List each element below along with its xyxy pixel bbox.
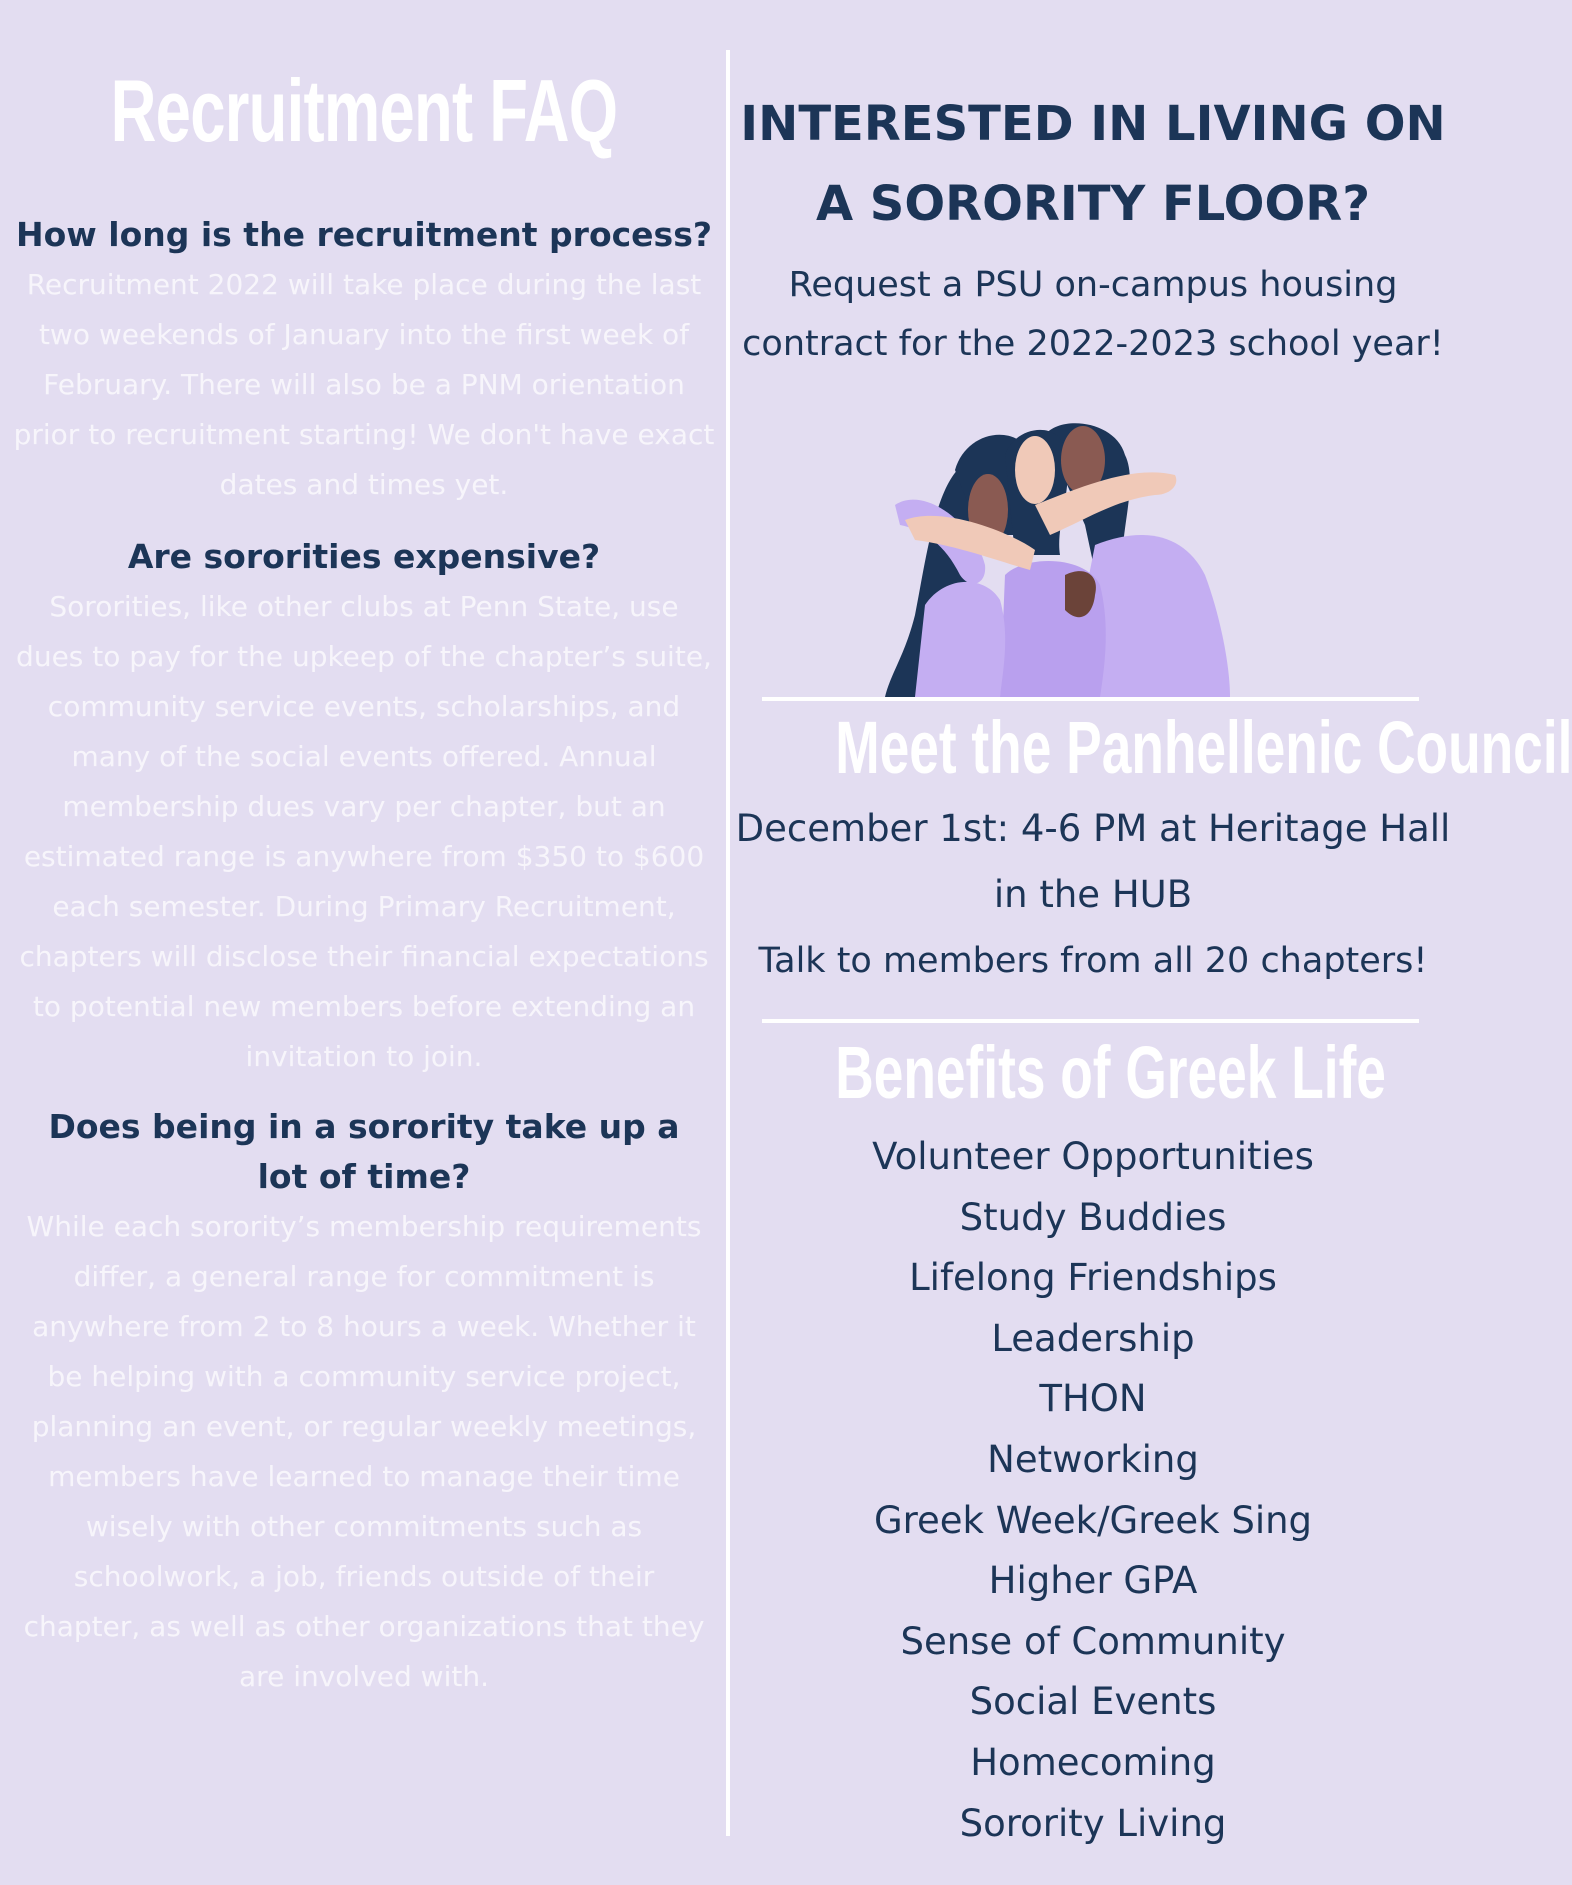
benefit-item: Lifelong Friendships [909, 1256, 1277, 1300]
faq-answer: Sororities, like other clubs at Penn State, use dues to pay for the upkeep of the chapter’s suite, community service events, scholarships, and many of the social events offered. Annual membership dues vary per chapter, but an estimated range is anywhere from $350 to $600 each semester. During Primary Recruitment, chapters will disclose their financial expectations to potential new members before extending an invitation to join. [16, 590, 712, 1073]
faq-answer: Recruitment 2022 will take place during the last two weekends of January into the first week of February. There will also be a PNM orientation prior to recruitment starting! We don't have exact dates and times yet. [13, 268, 715, 501]
faq-question: How long is the recruitment process? [16, 215, 712, 254]
horizontal-divider-2 [762, 1019, 1419, 1023]
benefit-item: Study Buddies [959, 1195, 1227, 1239]
faq-title: Recruitment FAQ [110, 61, 618, 160]
event-note: Talk to members from all 20 chapters! [758, 941, 1428, 981]
benefits-section [735, 1025, 1451, 1854]
faq-column [12, 56, 716, 1722]
faq-item [12, 210, 716, 510]
housing-title-line2: A SORORITY FLOOR? [815, 176, 1371, 232]
event-section [735, 700, 1572, 992]
event-title: Meet the Panhellenic Council [835, 706, 1572, 789]
benefit-item: Networking [987, 1437, 1199, 1481]
event-details: December 1st: 4-6 PM at Heritage Hall in the HUB [735, 807, 1451, 916]
faq-item [12, 1102, 716, 1702]
benefits-list [735, 1127, 1451, 1854]
faq-question: Are sororities expensive? [127, 537, 601, 576]
benefit-item: Higher GPA [988, 1559, 1198, 1603]
faq-item [12, 532, 716, 1082]
benefit-item: Greek Week/Greek Sing [873, 1498, 1313, 1542]
housing-title-line1: INTERESTED IN LIVING ON [740, 96, 1446, 152]
benefit-item: Leadership [991, 1316, 1195, 1360]
middle-woman-face [1015, 436, 1055, 504]
benefit-item: Sorority Living [959, 1801, 1227, 1845]
benefit-item: THON [1039, 1377, 1147, 1421]
benefit-item: Social Events [969, 1680, 1217, 1724]
vertical-divider [726, 50, 730, 1836]
housing-text: Request a PSU on-campus housing contract for the 2022-2023 school year! [742, 265, 1444, 364]
faq-question: Does being in a sorority take up a lot of time? [48, 1107, 680, 1196]
benefit-item: Volunteer Opportunities [872, 1135, 1314, 1178]
faq-answer: While each sorority’s membership requirements differ, a general range for commitment is anywhere from 2 to 8 hours a week. Whether it be helping with a community service project, planning an event, or regular weekly meetings, members have learned to manage their time wisely with other commitments such as schoolwork, a job, friends outside of their chapter, as well as other organizations that they are involved with. [23, 1210, 705, 1693]
benefit-item: Homecoming [970, 1740, 1216, 1784]
housing-section [735, 84, 1451, 374]
benefit-item: Sense of Community [900, 1619, 1286, 1663]
benefits-title: Benefits of Greek Life [835, 1031, 1386, 1114]
friends-illustration [885, 425, 1295, 697]
